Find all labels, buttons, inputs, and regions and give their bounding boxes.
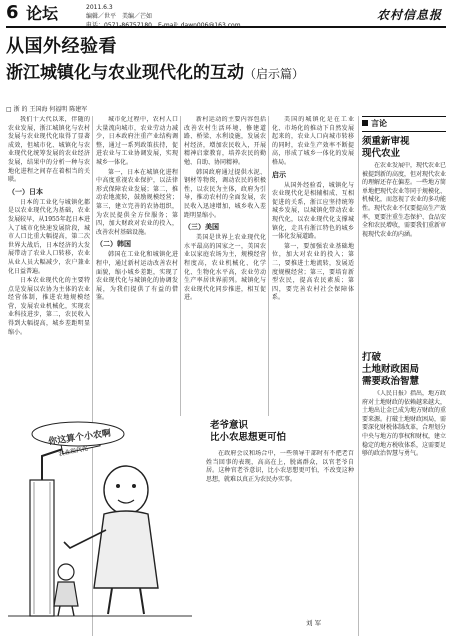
paragraph: 我们十大代以来，伴随的农业发展，浙江城镇化与农村发展与农业现代化取得了显著成效，但城市化、城镇化与农业现代化统筹发展的农业经济发展，结果中的分析一种与农地化进程之间存在着相当的关联。 bbox=[8, 116, 90, 184]
cartoon-panel-label: 农业现代化 bbox=[57, 444, 89, 459]
opinion-article2-body bbox=[362, 390, 446, 548]
opinion-column bbox=[362, 116, 446, 638]
headline-main: 浙江城镇化与农业现代化的互动 bbox=[6, 63, 244, 83]
article-column-2 bbox=[96, 116, 178, 418]
cartoon-illustration bbox=[8, 420, 192, 620]
column-divider bbox=[358, 116, 359, 636]
paragraph: 美国的城镇化是在工业化、市场化的推动下自然发展起来的，农业人口向城市转移的同时，农业生产效率不断提高，形成了城乡一体化的发展格局。 bbox=[272, 116, 354, 166]
opinion-article1-title-line1: 须重新审视 bbox=[362, 136, 410, 147]
article-column-3 bbox=[184, 116, 266, 418]
paragraph: 从国外经验看，城镇化与农业现代化是相辅相成、互相促进的关系，浙江应坚持统筹城乡发展，以城镇化带动农业现代化，以农业现代化支撑城镇化，走具有浙江特色的城乡一体化发展道路。 bbox=[272, 181, 354, 241]
commentary-author: 刘 军 bbox=[306, 619, 322, 627]
paragraph: 在农业发展中，现代农业已被提到新的高度，但对现代农业的理解还存在偏差。一些地方简单地把现代农业等同于规模化、机械化，而忽视了农业的多功能性。现代农业不仅要提高生产效率，更要注重生态保护、食品安全和农民增收，需要我们重新审视现代农业的内涵。 bbox=[362, 162, 446, 238]
headline bbox=[6, 36, 366, 85]
headline-suffix: （启示篇） bbox=[244, 67, 305, 81]
byline: □ 浙 的 王国海 何福明 陈建军 bbox=[6, 106, 88, 113]
paragraph: 韩国在工业化和城镇化进程中，通过新村运动改善农村面貌，缩小城乡差距，实现了农业现代化与城镇化的协调发展，为我们提供了有益的借鉴。 bbox=[96, 251, 178, 302]
square-bullet-icon bbox=[362, 120, 368, 126]
paragraph: 第一，日本在城镇化进程中高度重视农业保护，以法律形式保障农业发展；第二，推动农地流转，鼓励规模经营；第三，建立完善的农协组织，为农民提供全方位服务；第四，加大财政对农业的投入，改善农村基础设施。 bbox=[96, 168, 178, 236]
column-divider bbox=[180, 116, 181, 416]
subhead: （二）韩国 bbox=[96, 240, 131, 249]
cartoon-drawing bbox=[8, 420, 192, 620]
paragraph: 日本的工业化与城镇化都是以农业现代化为基础，农业发展较早，从1955年起日本进入了城市化快速发展阶段，城市人口比重大幅提高，第二次世界大战后，日本经济的大发展带动了农业人口转移，农业从业人员大幅减少，农户兼业化日益普遍。 bbox=[8, 198, 90, 275]
paragraph: 在政府会议和场合中，一些领导干部时有不把老百姓当回事的表现，高高在上，脱离群众，以官老爷自居。这种官老爷意识，比小农思想更可怕，不改变这种思想，就难以真正为农民办实事。 bbox=[206, 450, 354, 483]
article-column-4 bbox=[272, 116, 354, 418]
masthead bbox=[6, 2, 446, 30]
commentary-title-line1: 老爷意识 bbox=[210, 420, 249, 431]
opinion-article2-title-line2: 土地财政困局 bbox=[362, 364, 420, 375]
opinion-article1-title-line2: 现代农业 bbox=[362, 148, 401, 159]
commentary-title-line2: 比小农思想更可怕 bbox=[210, 432, 287, 443]
headline-line1: 从国外经验看 bbox=[6, 36, 117, 57]
section-tag: 论坛 bbox=[26, 4, 59, 23]
paragraph: 美国是世界上农业现代化水平最高的国家之一，美国农业以家庭农场为主，规模经营程度高，农业机械化、化学化、生物化水平高，农业劳动生产率居世界前列。城镇化与农业现代化同步推进，相互促进。 bbox=[184, 234, 266, 302]
subhead: （一）日本 bbox=[8, 187, 43, 196]
issue-date: 2011.6.3 bbox=[86, 4, 113, 11]
paragraph: 日本农业现代化的主要特点是发展以农协为主体的农业经营体制，推进农地规模经营，发展农业机械化，实现农业科技进步，第二，农民收入得到大幅提高，城乡差距明显缩小。 bbox=[8, 277, 90, 336]
article-column-1 bbox=[8, 116, 90, 418]
opinion-section-label: 言论 bbox=[371, 119, 387, 128]
opinion-article1-title bbox=[362, 136, 446, 160]
page-number: 6 bbox=[6, 2, 19, 23]
paragraph: 韩国政府通过提供水泥、钢材等物资，调动农民的积极性，以农民为主体，政府为引导，推动农村的全面发展，农民收入迅速增加，城乡收入差距明显缩小。 bbox=[184, 168, 266, 219]
opinion-article1-body bbox=[362, 162, 446, 340]
column-divider bbox=[268, 116, 269, 416]
opinion-section-header bbox=[362, 116, 446, 132]
paragraph: 第一，要加强农业基础地位，加大对农业的投入；第二，要推进土地流转，发展适度规模经营；第三，要培育新型农民，提高农民素质；第四，要完善农村社会保障体系。 bbox=[272, 242, 354, 302]
commentary-body bbox=[206, 450, 354, 618]
paragraph: 新村运动的主要内容包括改善农村生活环境，修建道路、桥梁、水利设施，发展农村经济，增加农民收入，开展精神启蒙教育，培养农民的勤勉、自助、协同精神。 bbox=[184, 116, 266, 166]
commentary-title bbox=[210, 420, 330, 444]
editor-credits: 编辑／世平 美编／芒如 bbox=[86, 13, 153, 20]
paragraph: 《人民日报》指出，地方政府对土地财政的依赖越来越大，土地出让金已成为地方财政的重要来源。打破土地财政困局，需要深化财税体制改革，合理划分中央与地方的事权和财权，建立稳定的地方税收体系，这需要足够的政治智慧与勇气。 bbox=[362, 390, 446, 458]
paper-name: 农村信息报 bbox=[376, 8, 442, 22]
subhead: （三）美国 bbox=[184, 223, 219, 232]
opinion-article2-title bbox=[362, 352, 446, 388]
opinion-article2-title-line3: 需要政治智慧 bbox=[362, 376, 420, 387]
paragraph: 城市化过程中，农村人口大量流向城市，农业劳动力减少，日本政府注重产业结构调整，通过一系列政策扶持，促进农业与工业协调发展，实现城乡一体化。 bbox=[96, 116, 178, 166]
masthead-rule bbox=[6, 26, 446, 28]
spacer bbox=[362, 340, 446, 348]
opinion-article2-title-line1: 打破 bbox=[362, 352, 382, 363]
headline-line2 bbox=[6, 62, 366, 85]
cartoon-caption: 你这算个小农啊 bbox=[47, 428, 112, 448]
subhead: 启示 bbox=[272, 170, 286, 179]
